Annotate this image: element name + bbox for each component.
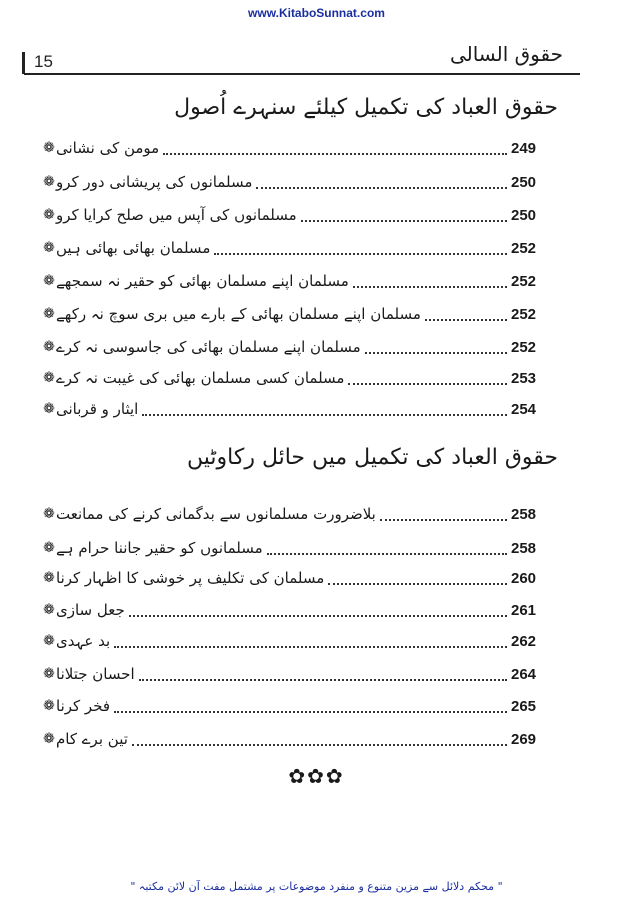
toc-entry[interactable] <box>38 596 563 624</box>
toc-entry[interactable] <box>38 134 563 162</box>
flower-bullet-icon: ❁ <box>43 633 55 649</box>
flower-bullet-icon: ❁ <box>43 401 55 417</box>
dot-leader <box>425 319 507 321</box>
toc-entry[interactable] <box>38 234 563 262</box>
three-flower-ornament-icon: ✿✿✿ <box>288 764 345 788</box>
dot-leader <box>328 583 507 585</box>
header-corner-line <box>22 52 25 74</box>
toc-entry-label: احسان جتلانا <box>56 665 135 683</box>
dot-leader <box>267 553 507 555</box>
flower-bullet-icon: ❁ <box>43 602 55 618</box>
toc-entry-page: 252 <box>511 239 537 257</box>
toc-entry[interactable] <box>38 395 563 423</box>
toc-entry[interactable] <box>38 267 563 295</box>
toc-entry[interactable] <box>38 534 563 562</box>
toc-entry-label: مسلمانوں کی پریشانی دور کرو <box>56 173 253 191</box>
flower-bullet-icon: ❁ <box>43 207 55 223</box>
flower-bullet-icon: ❁ <box>43 306 55 322</box>
flower-bullet-icon: ❁ <box>43 370 55 386</box>
toc-entry-label: فخر کرنا <box>56 697 111 715</box>
toc-entry-label: ایثار و قربانی <box>56 400 139 418</box>
site-url[interactable]: www.KitaboSunnat.com <box>248 6 385 20</box>
toc-entry-label: مسلمان کسی مسلمان بھائی کی غیبت نہ کرے <box>56 369 345 387</box>
header-rule <box>24 73 580 75</box>
toc-entry-page: 254 <box>511 400 537 418</box>
toc-entry[interactable] <box>38 627 563 655</box>
toc-entry-page: 261 <box>511 601 537 619</box>
flower-bullet-icon: ❁ <box>43 698 55 714</box>
toc-entry[interactable] <box>38 500 563 528</box>
flower-bullet-icon: ❁ <box>43 731 55 747</box>
toc-entry-label: مسلمان اپنے مسلمان بھائی کو حقیر نہ سمجھے <box>56 272 349 290</box>
toc-entry-label: مسلمانوں کو حقیر جاننا حرام ہے <box>56 539 263 557</box>
toc-entry-page: 258 <box>511 505 537 523</box>
dot-leader <box>163 153 507 155</box>
section-heading-1: حقوق العباد کی تکمیل کیلئے سنہرے اُصول <box>174 95 558 120</box>
flower-bullet-icon: ❁ <box>43 273 55 289</box>
dot-leader <box>114 711 507 713</box>
toc-entry-page: 252 <box>511 338 537 356</box>
toc-entry-label: مومن کی نشانی <box>56 139 160 157</box>
toc-entry-label: مسلمانوں کی آپس میں صلح کرایا کرو <box>56 206 297 224</box>
dot-leader <box>256 187 507 189</box>
dot-leader <box>214 253 507 255</box>
toc-entry-page: 250 <box>511 206 537 224</box>
toc-entry-page: 260 <box>511 569 537 587</box>
toc-entry-label: مسلمان اپنے مسلمان بھائی کی جاسوسی نہ کرے <box>56 338 361 356</box>
toc-entry[interactable] <box>38 168 563 196</box>
toc-entry-page: 258 <box>511 539 537 557</box>
page-number: 15 <box>34 52 53 71</box>
dot-leader <box>348 383 507 385</box>
flower-bullet-icon: ❁ <box>43 506 55 522</box>
book-title: حقوق السالی <box>449 42 563 66</box>
dot-leader <box>132 744 507 746</box>
toc-entry[interactable] <box>38 692 563 720</box>
toc-entry[interactable] <box>38 333 563 361</box>
toc-entry[interactable] <box>38 564 563 592</box>
flower-bullet-icon: ❁ <box>43 339 55 355</box>
dot-leader <box>365 352 507 354</box>
dot-leader <box>139 679 507 681</box>
toc-entry[interactable] <box>38 300 563 328</box>
flower-bullet-icon: ❁ <box>43 240 55 256</box>
section-heading-2: حقوق العباد کی تکمیل میں حائل رکاوٹیں <box>187 445 558 470</box>
dot-leader <box>142 414 507 416</box>
toc-entry[interactable] <box>38 201 563 229</box>
toc-entry-label: مسلمان بھائی بھائی ہیں <box>56 239 211 257</box>
flower-bullet-icon: ❁ <box>43 570 55 586</box>
toc-entry[interactable] <box>38 660 563 688</box>
dot-leader <box>114 646 507 648</box>
flower-bullet-icon: ❁ <box>43 540 55 556</box>
toc-entry-page: 264 <box>511 665 537 683</box>
toc-entry-page: 249 <box>511 139 537 157</box>
toc-entry-page: 265 <box>511 697 537 715</box>
dot-leader <box>380 519 507 521</box>
dot-leader <box>301 220 507 222</box>
toc-entry-label: جعل سازی <box>56 601 125 619</box>
toc-entry-page: 269 <box>511 730 537 748</box>
toc-entry-label: مسلمان اپنے مسلمان بھائی کے بارے میں بری سوچ نہ رکھے <box>56 305 421 323</box>
toc-entry-page: 262 <box>511 632 537 650</box>
toc-entry-page: 250 <box>511 173 537 191</box>
toc-entry-page: 253 <box>511 369 537 387</box>
toc-entry-label: مسلمان کی تکلیف پر خوشی کا اظہار کرنا <box>56 569 325 587</box>
toc-entry[interactable] <box>38 725 563 753</box>
footer-note: " محکم دلائل سے مزین متنوع و منفرد موضوعات پر مشتمل مفت آن لائن مکتبہ " <box>130 880 503 893</box>
toc-entry[interactable] <box>38 364 563 392</box>
toc-entry-page: 252 <box>511 305 537 323</box>
toc-entry-label: تین برے کام <box>56 730 128 748</box>
toc-entry-page: 252 <box>511 272 537 290</box>
toc-entry-label: بد عہدی <box>56 632 111 650</box>
dot-leader <box>129 615 507 617</box>
flower-bullet-icon: ❁ <box>43 140 55 156</box>
flower-bullet-icon: ❁ <box>43 174 55 190</box>
flower-bullet-icon: ❁ <box>43 666 55 682</box>
dot-leader <box>353 286 507 288</box>
toc-entry-label: بلاضرورت مسلمانوں سے بدگمانی کرنے کی ممانعت <box>56 505 376 523</box>
